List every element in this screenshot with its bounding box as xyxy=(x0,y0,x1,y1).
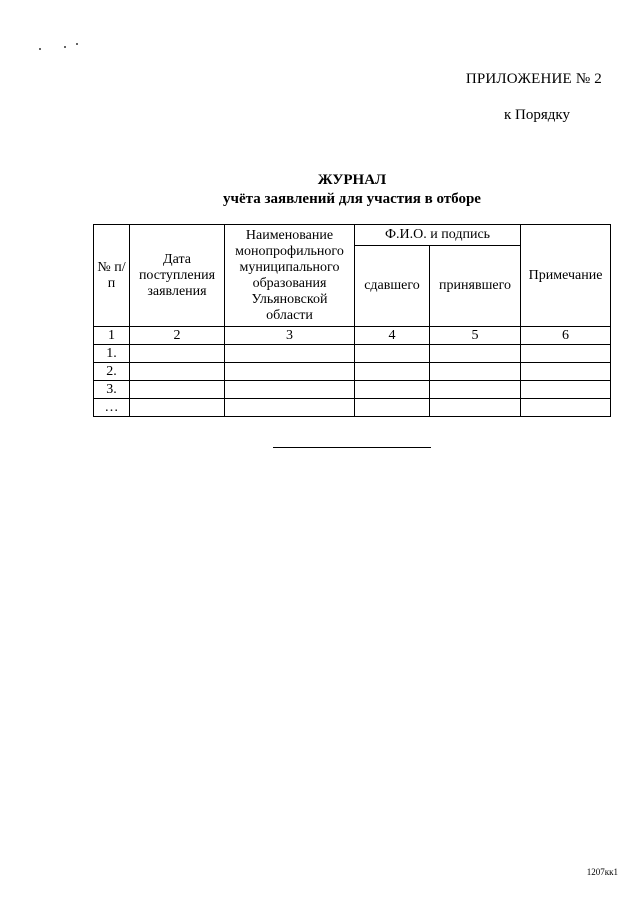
column-number-row xyxy=(94,327,611,345)
column-number: 6 xyxy=(521,327,611,345)
closing-line xyxy=(273,447,431,448)
appendix-heading: ПРИЛОЖЕНИЕ № 2 xyxy=(465,71,602,87)
table-cell xyxy=(355,345,430,363)
header-row xyxy=(94,225,611,246)
col-header-handed: сдавшего xyxy=(355,246,430,327)
table-cell xyxy=(521,399,611,417)
col-header-note: Примечание xyxy=(521,225,611,327)
table-cell xyxy=(130,363,225,381)
table-cell xyxy=(225,381,355,399)
table-cell xyxy=(430,381,521,399)
column-number: 3 xyxy=(225,327,355,345)
table-cell xyxy=(225,345,355,363)
table-cell xyxy=(521,345,611,363)
document-subtitle: учёта заявлений для участия в отборе xyxy=(223,191,481,207)
footer-code: 1207кк1 xyxy=(586,867,618,877)
table-row xyxy=(94,345,611,363)
row-number: 3. xyxy=(94,381,130,399)
row-number: 2. xyxy=(94,363,130,381)
scan-speck xyxy=(76,43,78,45)
col-header-accepted: принявшего xyxy=(430,246,521,327)
table-cell xyxy=(130,381,225,399)
col-header-fio: Ф.И.О. и подпись xyxy=(355,225,521,246)
column-number: 4 xyxy=(355,327,430,345)
col-header-number: № п/п xyxy=(94,225,130,327)
scan-speck xyxy=(64,46,66,48)
table-cell xyxy=(430,345,521,363)
column-number: 5 xyxy=(430,327,521,345)
table-cell xyxy=(130,399,225,417)
row-number: … xyxy=(94,399,130,417)
table-cell xyxy=(430,399,521,417)
document-title: ЖУРНАЛ xyxy=(317,172,387,188)
column-number: 2 xyxy=(130,327,225,345)
table-row xyxy=(94,399,611,417)
table-cell xyxy=(355,381,430,399)
col-header-municipality: Наименование монопрофильного муниципального образования Ульяновской области xyxy=(225,225,355,327)
row-number: 1. xyxy=(94,345,130,363)
table-cell xyxy=(355,363,430,381)
table-cell xyxy=(225,399,355,417)
table-cell xyxy=(521,381,611,399)
journal-table xyxy=(93,224,611,417)
col-header-date: Дата поступления заявления xyxy=(130,225,225,327)
table-cell xyxy=(521,363,611,381)
appendix-reference: к Порядку xyxy=(504,107,570,123)
table-cell xyxy=(130,345,225,363)
table-cell xyxy=(430,363,521,381)
table-cell xyxy=(225,363,355,381)
table-cell xyxy=(355,399,430,417)
table-row xyxy=(94,381,611,399)
table-row xyxy=(94,363,611,381)
scan-speck xyxy=(39,48,41,50)
column-number: 1 xyxy=(94,327,130,345)
